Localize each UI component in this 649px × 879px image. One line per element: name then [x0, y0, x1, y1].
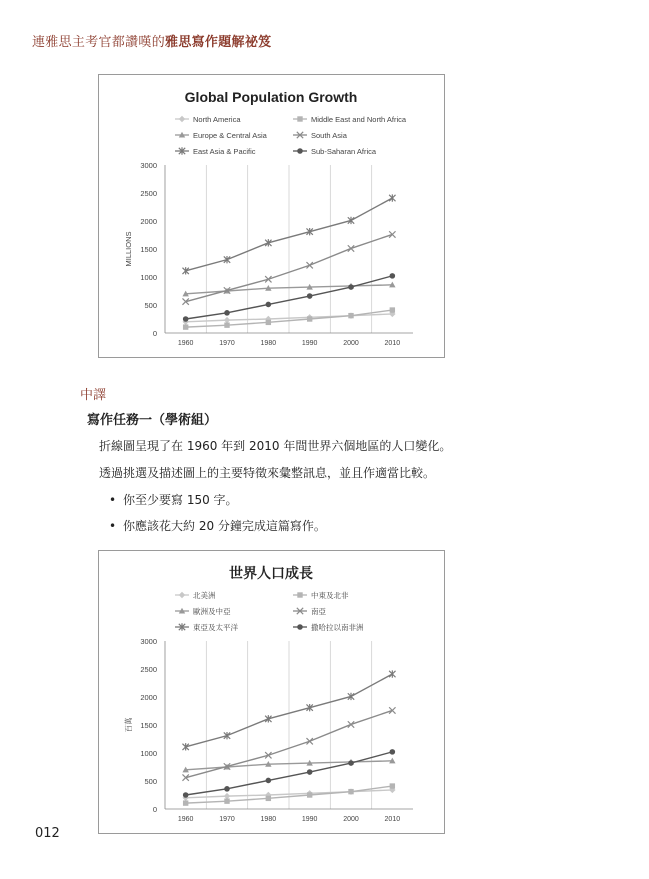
data-point: [266, 302, 272, 308]
data-point: [183, 792, 189, 798]
header-highlight: 雅思寫作題解祕笈: [165, 35, 272, 50]
data-point: [348, 284, 354, 290]
x-tick-label: 1980: [260, 340, 277, 347]
x-tick-label: 1960: [177, 816, 194, 823]
y-tick-label: 2000: [140, 217, 157, 226]
data-point: [390, 783, 395, 788]
data-point: [224, 322, 229, 327]
bullet-item-2: [109, 517, 326, 534]
data-point: [306, 262, 312, 268]
legend-label: Europe & Central Asia: [193, 131, 267, 140]
legend-label: Sub-Saharan Africa: [311, 147, 377, 156]
data-point: [224, 793, 230, 799]
y-tick-label: 3000: [140, 637, 157, 646]
x-tick-label: 1970: [219, 340, 235, 347]
legend-marker: [297, 148, 303, 154]
legend-label: 歐洲及中亞: [193, 607, 231, 616]
y-tick-label: 500: [144, 301, 157, 310]
paragraph-1: 折線圖呈現了在 1960 年到 2010 年間世界六個地區的人口變化。: [99, 439, 452, 453]
header-prefix: 連雅思主考官都讚嘆的: [32, 35, 166, 50]
data-point: [348, 313, 353, 318]
data-point: [389, 670, 395, 677]
bullet-text-1: 你至少要寫 150 字。: [123, 493, 238, 507]
bullet-dot: •: [109, 519, 117, 533]
data-point: [348, 789, 353, 794]
y-tick-label: 1000: [140, 749, 157, 758]
data-point: [266, 320, 271, 325]
data-point: [389, 231, 395, 237]
data-point: [266, 796, 271, 801]
data-point: [306, 738, 312, 744]
x-tick-label: 2010: [384, 816, 401, 823]
bullet-item-1: [109, 491, 238, 508]
y-tick-label: 0: [152, 329, 157, 338]
data-point: [348, 721, 354, 727]
legend-label: 南亞: [311, 607, 326, 616]
data-point: [183, 800, 188, 805]
data-point: [389, 194, 395, 201]
legend-marker: [297, 624, 303, 630]
legend-label: 東亞及太平洋: [193, 623, 238, 632]
x-tick-label: 1970: [219, 816, 235, 823]
data-point: [224, 786, 230, 792]
x-tick-label: 2000: [343, 816, 359, 823]
legend-label: South Asia: [311, 131, 347, 140]
x-tick-label: 1990: [301, 340, 318, 347]
chart-english: [98, 74, 445, 358]
bullet-text-2: 你應該花大約 20 分鐘完成這篇寫作。: [123, 519, 326, 533]
chart-title: 世界人口成長: [229, 565, 313, 581]
data-point: [348, 245, 354, 251]
data-point: [266, 778, 272, 784]
legend-marker: [179, 592, 185, 598]
legend-marker: [179, 116, 185, 122]
legend-label: North America: [193, 115, 241, 124]
y-tick-label: 500: [144, 777, 157, 786]
data-point: [348, 760, 354, 766]
legend-label: East Asia & Pacific: [193, 147, 256, 156]
task-title: 寫作任務一（學術組）: [87, 413, 218, 428]
data-point: [389, 707, 395, 713]
x-tick-label: 2010: [384, 340, 401, 347]
y-tick-label: 1000: [140, 273, 157, 282]
data-point: [307, 316, 312, 321]
legend-label: 北美洲: [193, 591, 216, 600]
y-tick-label: 2500: [140, 665, 157, 674]
section-label: 中譯: [80, 388, 107, 403]
legend-marker: [297, 116, 302, 121]
y-tick-label: 3000: [140, 161, 157, 170]
data-point: [224, 317, 230, 323]
y-axis-label: 百萬: [124, 717, 133, 733]
chart-english-svg: [99, 75, 444, 357]
x-tick-label: 1980: [260, 816, 277, 823]
y-axis-label: MILLIONS: [124, 231, 133, 267]
data-point: [307, 293, 313, 299]
data-point: [390, 273, 396, 279]
legend-label: 中東及北非: [311, 591, 349, 600]
chart-title: Global Population Growth: [184, 89, 358, 105]
y-tick-label: 2000: [140, 693, 157, 702]
paragraph-2: 透過挑選及描述圖上的主要特徵來彙整訊息，並且作適當比較。: [99, 466, 436, 480]
x-tick-label: 1960: [177, 340, 194, 347]
page-number: 012: [35, 826, 60, 841]
legend-marker: [297, 592, 302, 597]
y-tick-label: 0: [152, 805, 157, 814]
data-point: [224, 310, 230, 316]
legend-label: 撒哈拉以南非洲: [311, 623, 364, 632]
data-point: [307, 792, 312, 797]
legend-label: Middle East and North Africa: [311, 115, 407, 124]
y-tick-label: 1500: [140, 245, 157, 254]
bullet-dot: •: [109, 493, 117, 507]
y-tick-label: 2500: [140, 189, 157, 198]
y-tick-label: 1500: [140, 721, 157, 730]
data-point: [390, 749, 396, 755]
data-point: [183, 316, 189, 322]
data-point: [307, 769, 313, 775]
chart-chinese: [98, 550, 445, 834]
chart-chinese-svg: [99, 551, 444, 833]
data-point: [183, 324, 188, 329]
page-header: [32, 31, 271, 50]
data-point: [224, 798, 229, 803]
x-tick-label: 1990: [301, 816, 318, 823]
x-tick-label: 2000: [343, 340, 359, 347]
data-point: [390, 307, 395, 312]
